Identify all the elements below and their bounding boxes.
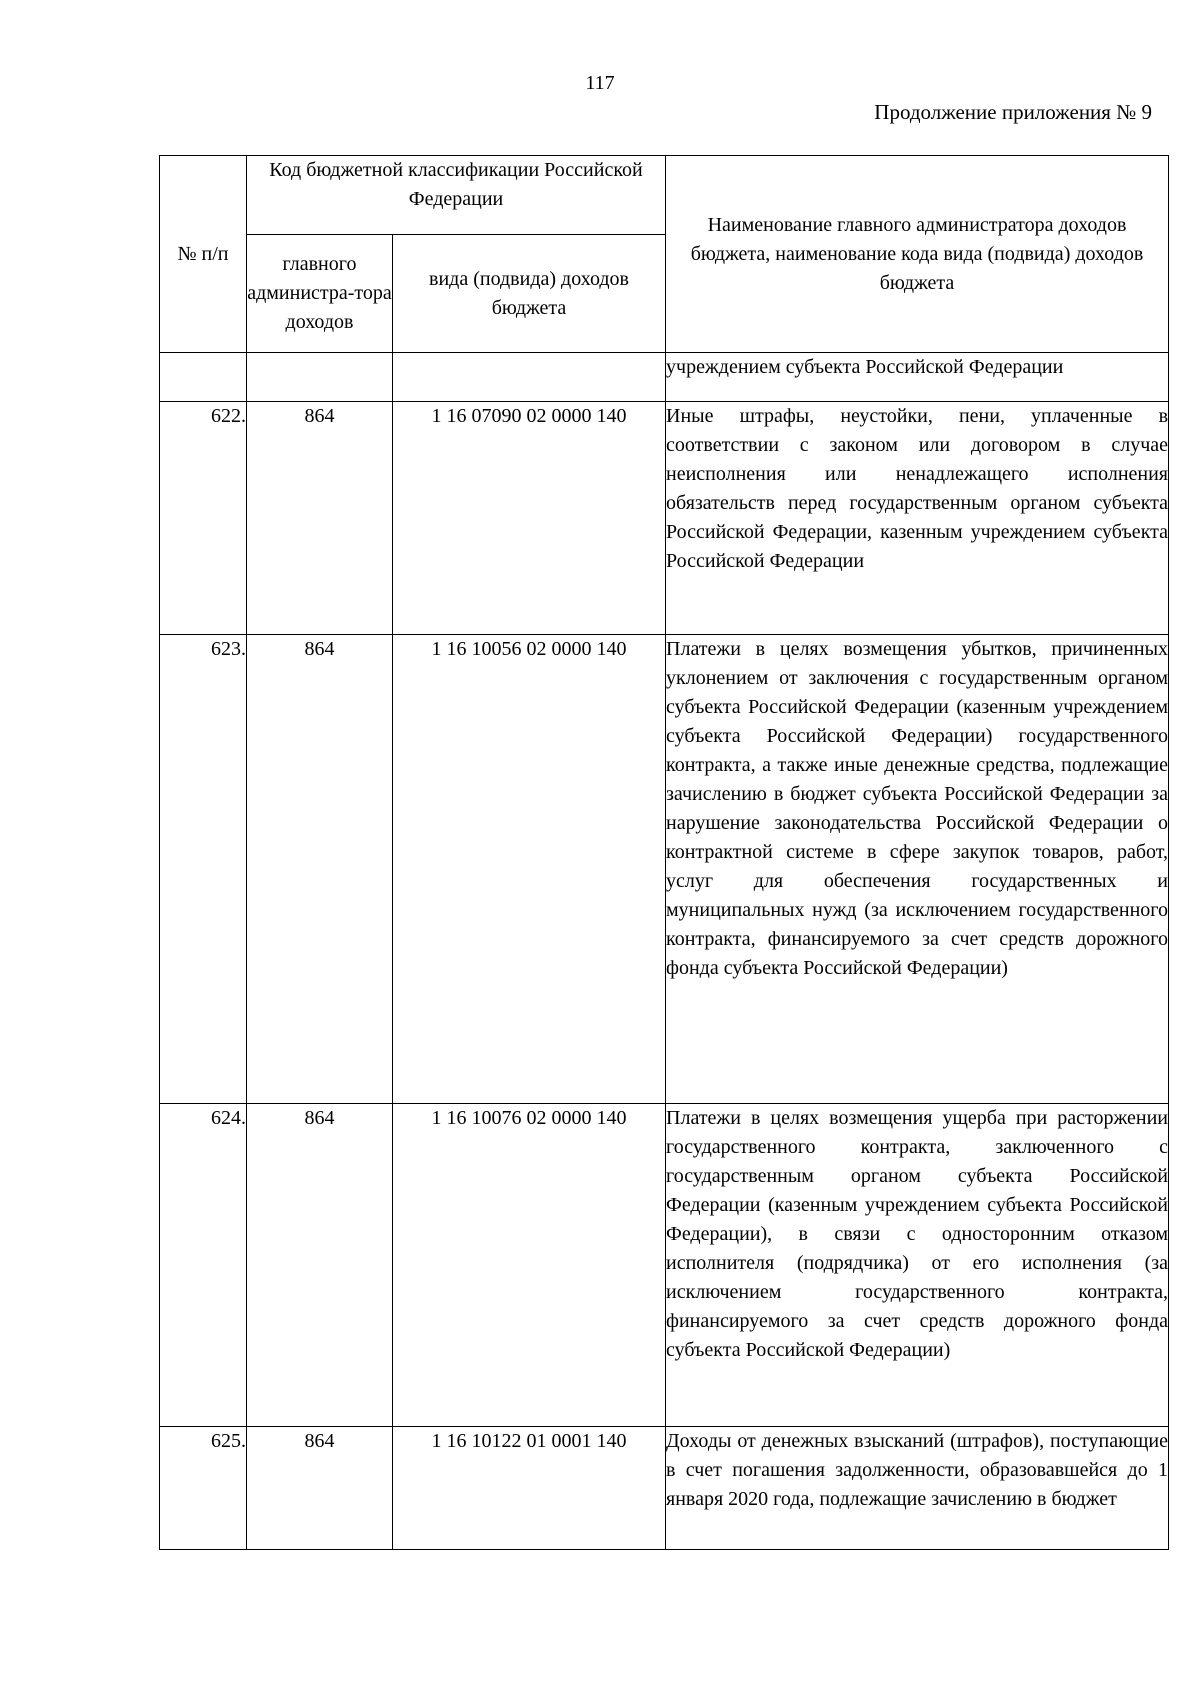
- header-revenue-type-code: вида (подвида) доходов бюджета: [393, 235, 666, 353]
- page-number: 117: [585, 72, 615, 94]
- cell-number: 625.: [160, 1427, 247, 1550]
- table-row: [160, 402, 1169, 635]
- table-row: [160, 635, 1169, 1104]
- cell-name: учреждением субъекта Российской Федерации: [666, 353, 1169, 402]
- cell-number: [160, 353, 247, 402]
- cell-name: Платежи в целях возмещения ущерба при расторжении государственного контракта, заключенного с государственным органом субъекта Российской Федерации (казенным учреждением субъекта Российской Федерации), в связи с односторонним отказом исполнителя (подрядчика) от его исполнения (за исключением государственного контракта, финансируемого за счет средств дорожного фонда субъекта Российской Федерации): [666, 1104, 1169, 1427]
- cell-name: Платежи в целях возмещения убытков, причиненных уклонением от заключения с государственным органом субъекта Российской Федерации (казенным учреждением субъекта Российской Федерации) государственного контракта, а также иные денежные средства, подлежащие зачислению в бюджет субъекта Российской Федерации за нарушение законодательства Российской Федерации о контрактной системе в сфере закупок товаров, работ, услуг для обеспечения государственных и муниципальных нужд (за исключением государственного контракта, финансируемого за счет средств дорожного фонда субъекта Российской Федерации): [666, 635, 1169, 1104]
- cell-revenue-code: 1 16 10122 01 0001 140: [393, 1427, 666, 1550]
- cell-admin-code: 864: [247, 635, 393, 1104]
- table-row: [160, 1104, 1169, 1427]
- cell-revenue-code: 1 16 10056 02 0000 140: [393, 635, 666, 1104]
- cell-admin-code: 864: [247, 1427, 393, 1550]
- budget-classification-table: [159, 155, 1169, 1550]
- cell-revenue-code: [393, 353, 666, 402]
- appendix-note: Продолжение приложения № 9: [874, 100, 1152, 124]
- cell-admin-code: 864: [247, 1104, 393, 1427]
- cell-name: Доходы от денежных взысканий (штрафов), поступающие в счет погашения задолженности, образовавшейся до 1 января 2020 года, подлежащие зачислению в бюджет: [666, 1427, 1169, 1550]
- table-header: [160, 156, 1169, 353]
- header-budget-code-group: Код бюджетной классификации Российской Федерации: [247, 156, 666, 235]
- cell-number: 623.: [160, 635, 247, 1104]
- cell-name: Иные штрафы, неустойки, пени, уплаченные в соответствии с законом или договором в случае неисполнения или ненадлежащего исполнения обязательств перед государственным органом субъекта Российской Федерации, казенным учреждением субъекта Российской Федерации: [666, 402, 1169, 635]
- cell-revenue-code: 1 16 07090 02 0000 140: [393, 402, 666, 635]
- header-number: № п/п: [160, 156, 247, 353]
- header-admin-code: главного администра-тора доходов: [247, 235, 393, 353]
- table-row-continuation: [160, 353, 1169, 402]
- cell-number: 624.: [160, 1104, 247, 1427]
- cell-admin-code: [247, 353, 393, 402]
- cell-admin-code: 864: [247, 402, 393, 635]
- table-body: [160, 353, 1169, 1550]
- cell-revenue-code: 1 16 10076 02 0000 140: [393, 1104, 666, 1427]
- table-row: [160, 1427, 1169, 1550]
- header-name: Наименование главного администратора доходов бюджета, наименование кода вида (подвида) доходов бюджета: [666, 156, 1169, 353]
- cell-number: 622.: [160, 402, 247, 635]
